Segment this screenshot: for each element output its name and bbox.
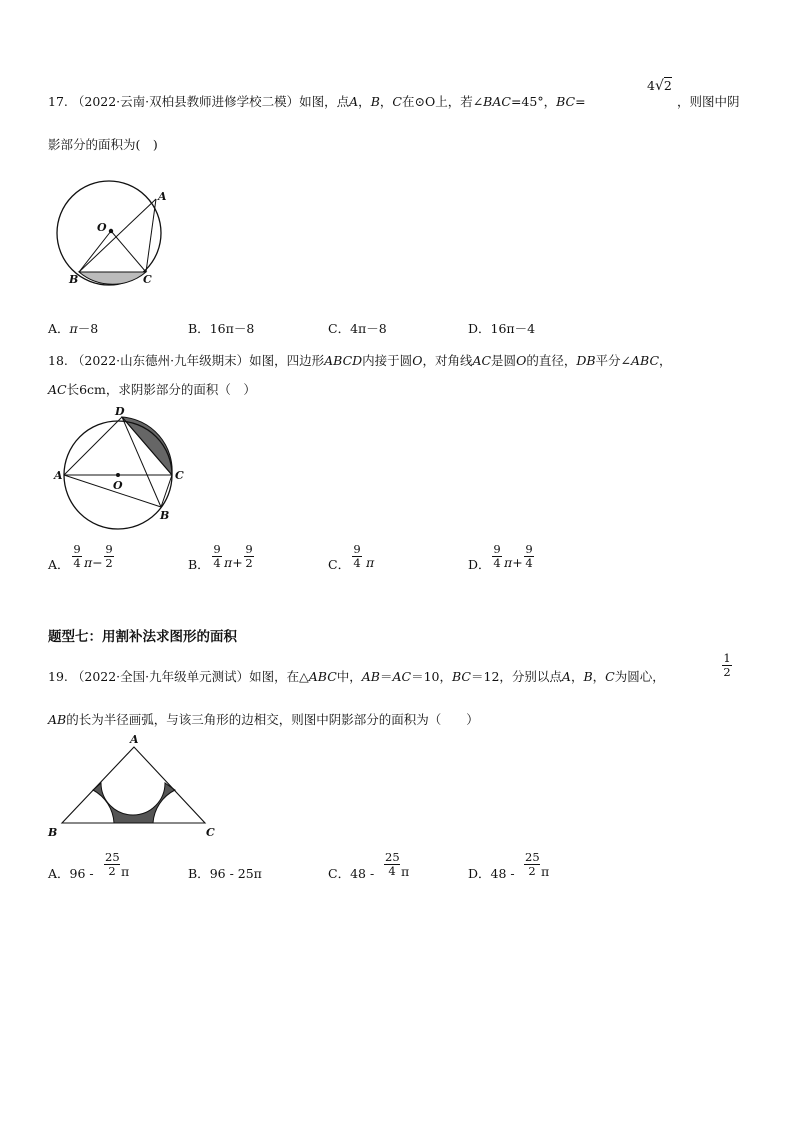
- fraction-half: $\frac{1}{2}$: [723, 651, 731, 679]
- figure-18: [52, 405, 192, 535]
- radical-expression: 4√2: [647, 78, 672, 94]
- label-a: A: [54, 469, 63, 482]
- label-o: O: [113, 479, 123, 492]
- question-18-stem: 18. （2022·山东德州·九年级期末）如图，四边形ABCD内接于圆O，对角线AC是圆O的直径，DB平分∠ABC，: [48, 353, 672, 368]
- question-17-tail: ，则图中阴: [677, 94, 740, 109]
- label-b: B: [160, 509, 170, 522]
- question-17-stem: 17. （2022·云南·双柏县教师进修学校二模）如图，点A，B，C在⊙O上，若∠BAC=45°，BC=: [48, 94, 586, 109]
- question-19-stem: 19. （2022·全国·九年级单元测试）如图，在△ABC中，AB＝AC＝10，BC＝12，分别以点A，B，C为圆心，: [48, 669, 665, 684]
- label-a: A: [158, 190, 167, 203]
- question-18-line2: AC长6cm，求阴影部分的面积（ ）: [48, 382, 256, 397]
- option-17-b[interactable]: B．16π－8: [188, 321, 255, 336]
- label-c: C: [175, 469, 184, 482]
- label-b: B: [69, 273, 79, 286]
- question-17-line2: 影部分的面积为( ): [48, 137, 158, 152]
- label-b: B: [48, 826, 58, 839]
- question-number: 19.: [48, 669, 68, 684]
- label-d: D: [115, 405, 125, 418]
- option-17-d[interactable]: D．16π－4: [468, 321, 536, 336]
- option-17-a[interactable]: A．π－8: [48, 321, 99, 336]
- question-source: （2022·云南·双柏县教师进修学校二模）如图，点: [71, 94, 350, 109]
- figure-17: [50, 182, 180, 292]
- figure-19: [44, 730, 229, 840]
- question-19-line2: AB的长为半径画弧，与该三角形的边相交，则图中阴影部分的面积为（ ）: [48, 712, 479, 727]
- section-title: 题型七：用割补法求图形的面积: [48, 629, 237, 645]
- label-o: O: [97, 221, 107, 234]
- label-a: A: [130, 733, 139, 746]
- question-number: 18.: [48, 353, 68, 368]
- label-c: C: [206, 826, 215, 839]
- label-c: C: [143, 273, 152, 286]
- question-number: 17.: [48, 94, 68, 109]
- option-17-c[interactable]: C．4π－8: [328, 321, 387, 336]
